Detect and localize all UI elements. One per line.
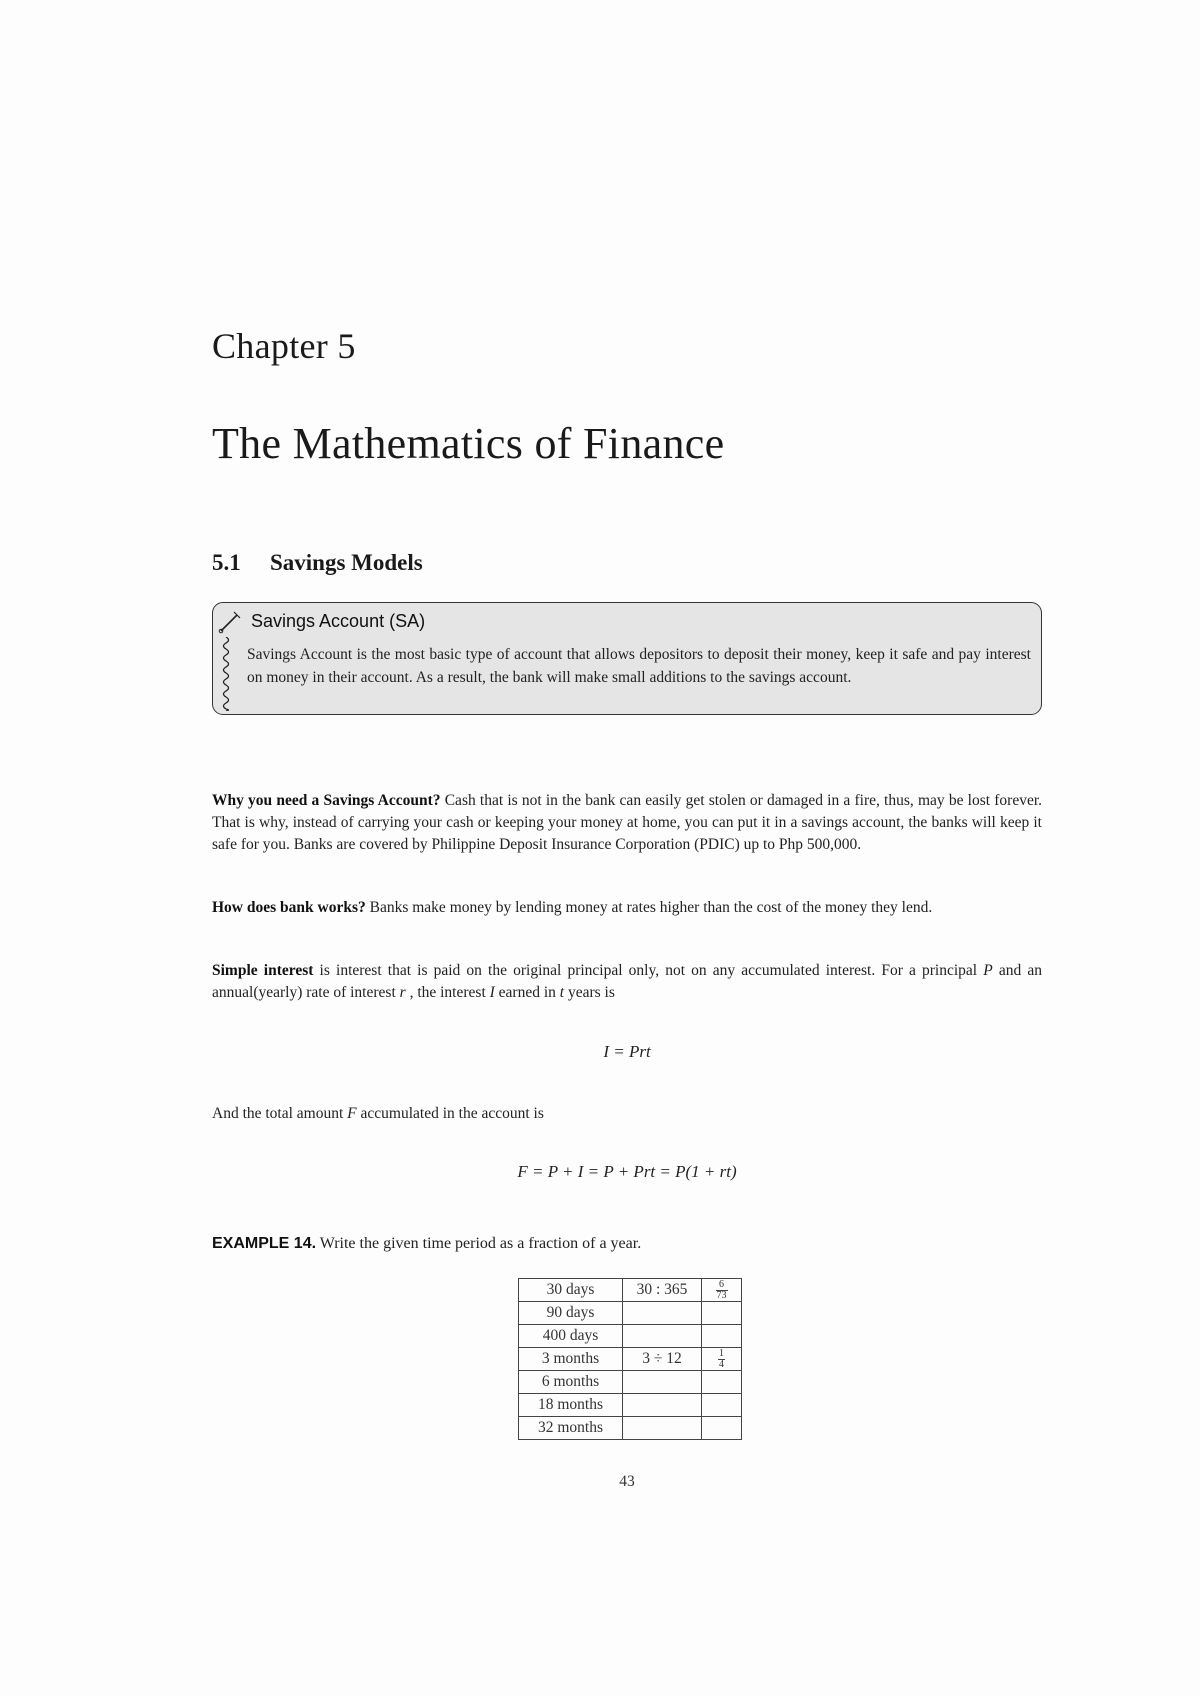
definition-body: Savings Account is the most basic type of account that allows depositors to deposit their money, keep it safe and pay interest on money in their account. As a result, the bank will make small additions to the savings account.	[247, 646, 1031, 686]
paragraph-why-text: Cash that is not in the bank can easily get stolen or damaged in a fire, thus, may be lost forever. That is why, instead of carrying your cash or keeping your money at home, you can put it in a savings account, the banks will keep it safe for you. Banks are covered by Philippine Deposit Insurance Corporation (PDIC) up to Php 500,000.	[212, 792, 1043, 853]
paragraph-how	[212, 897, 1042, 919]
table-cell-period: 400 days	[519, 1325, 623, 1348]
variable-p: P	[983, 962, 993, 979]
table-row	[519, 1371, 742, 1394]
variable-i: I	[489, 984, 495, 1001]
table-cell-division	[623, 1417, 702, 1440]
section-heading	[212, 550, 423, 576]
table-cell-period: 6 months	[519, 1371, 623, 1394]
table-cell-fraction	[702, 1325, 742, 1348]
paragraph-simple-text: , the interest	[405, 984, 490, 1001]
table-cell-division	[623, 1302, 702, 1325]
section-number: 5.1	[212, 550, 241, 575]
example-text: Write the given time period as a fraction of a year.	[316, 1235, 642, 1252]
paragraph-simple-interest	[212, 960, 1042, 1004]
formula-interest: I = Prt	[603, 1042, 651, 1061]
table-row	[519, 1417, 742, 1440]
paragraph-simple-text: is interest that is paid on the original principal only, not on any accumulated interest. For a principal	[313, 962, 984, 979]
paragraph-simple-text: years is	[564, 984, 615, 1001]
variable-t: t	[559, 984, 565, 1001]
example-label: EXAMPLE 14.	[212, 1235, 317, 1252]
table-cell-division: 3 ÷ 12	[623, 1348, 702, 1371]
table-row	[519, 1348, 742, 1371]
table-cell-fraction	[702, 1371, 742, 1394]
paragraph-why	[212, 790, 1042, 856]
fraction	[718, 1349, 725, 1370]
example-heading	[212, 1235, 641, 1253]
fraction	[716, 1280, 728, 1301]
time-period-table	[518, 1278, 742, 1440]
paragraph-how-lead: How does bank works?	[212, 899, 366, 916]
paragraph-simple-text: earned in	[494, 984, 560, 1001]
table-cell-period: 30 days	[519, 1279, 623, 1302]
table-row	[519, 1302, 742, 1325]
table-cell-fraction	[702, 1394, 742, 1417]
spring-decoration-icon	[221, 637, 231, 711]
paragraph-total	[212, 1103, 1042, 1125]
section-title: Savings Models	[270, 550, 423, 575]
pencil-icon	[217, 609, 243, 635]
fraction-denominator: 4	[719, 1358, 724, 1370]
table-cell-period: 3 months	[519, 1348, 623, 1371]
variable-f: F	[347, 1105, 357, 1122]
table-row	[519, 1394, 742, 1417]
paragraph-how-text: Banks make money by lending money at rates higher than the cost of the money they lend.	[365, 899, 933, 916]
paragraph-simple-text: and an annual(yearly) rate of interest	[212, 962, 1042, 1001]
definition-title: Savings Account (SA)	[251, 611, 426, 631]
table-row	[519, 1325, 742, 1348]
table-cell-fraction	[702, 1417, 742, 1440]
table-cell-division	[623, 1394, 702, 1417]
table-cell-division: 30 : 365	[623, 1279, 702, 1302]
table-cell-fraction	[702, 1302, 742, 1325]
table-cell-fraction	[702, 1348, 742, 1371]
paragraph-simple-lead: Simple interest	[212, 962, 314, 979]
variable-r: r	[399, 984, 406, 1001]
definition-box	[212, 602, 1042, 715]
formula-amount: F = P + I = P + Prt = P(1 + rt)	[517, 1162, 737, 1181]
paragraph-why-lead: Why you need a Savings Account?	[212, 792, 441, 809]
fraction-numerator: 6	[716, 1280, 728, 1291]
chapter-title: The Mathematics of Finance	[212, 419, 725, 468]
table-cell-fraction	[702, 1279, 742, 1302]
chapter-label: Chapter 5	[212, 326, 356, 366]
fraction-denominator: 73	[716, 1289, 727, 1301]
table-cell-period: 32 months	[519, 1417, 623, 1440]
paragraph-total-text: accumulated in the account is	[356, 1105, 544, 1122]
paragraph-total-text: And the total amount	[212, 1105, 348, 1122]
table-cell-period: 18 months	[519, 1394, 623, 1417]
table-row	[519, 1279, 742, 1302]
page-number: 43	[619, 1473, 635, 1490]
table-cell-division	[623, 1325, 702, 1348]
table-cell-division	[623, 1371, 702, 1394]
fraction-numerator: 1	[719, 1347, 724, 1359]
table-cell-period: 90 days	[519, 1302, 623, 1325]
